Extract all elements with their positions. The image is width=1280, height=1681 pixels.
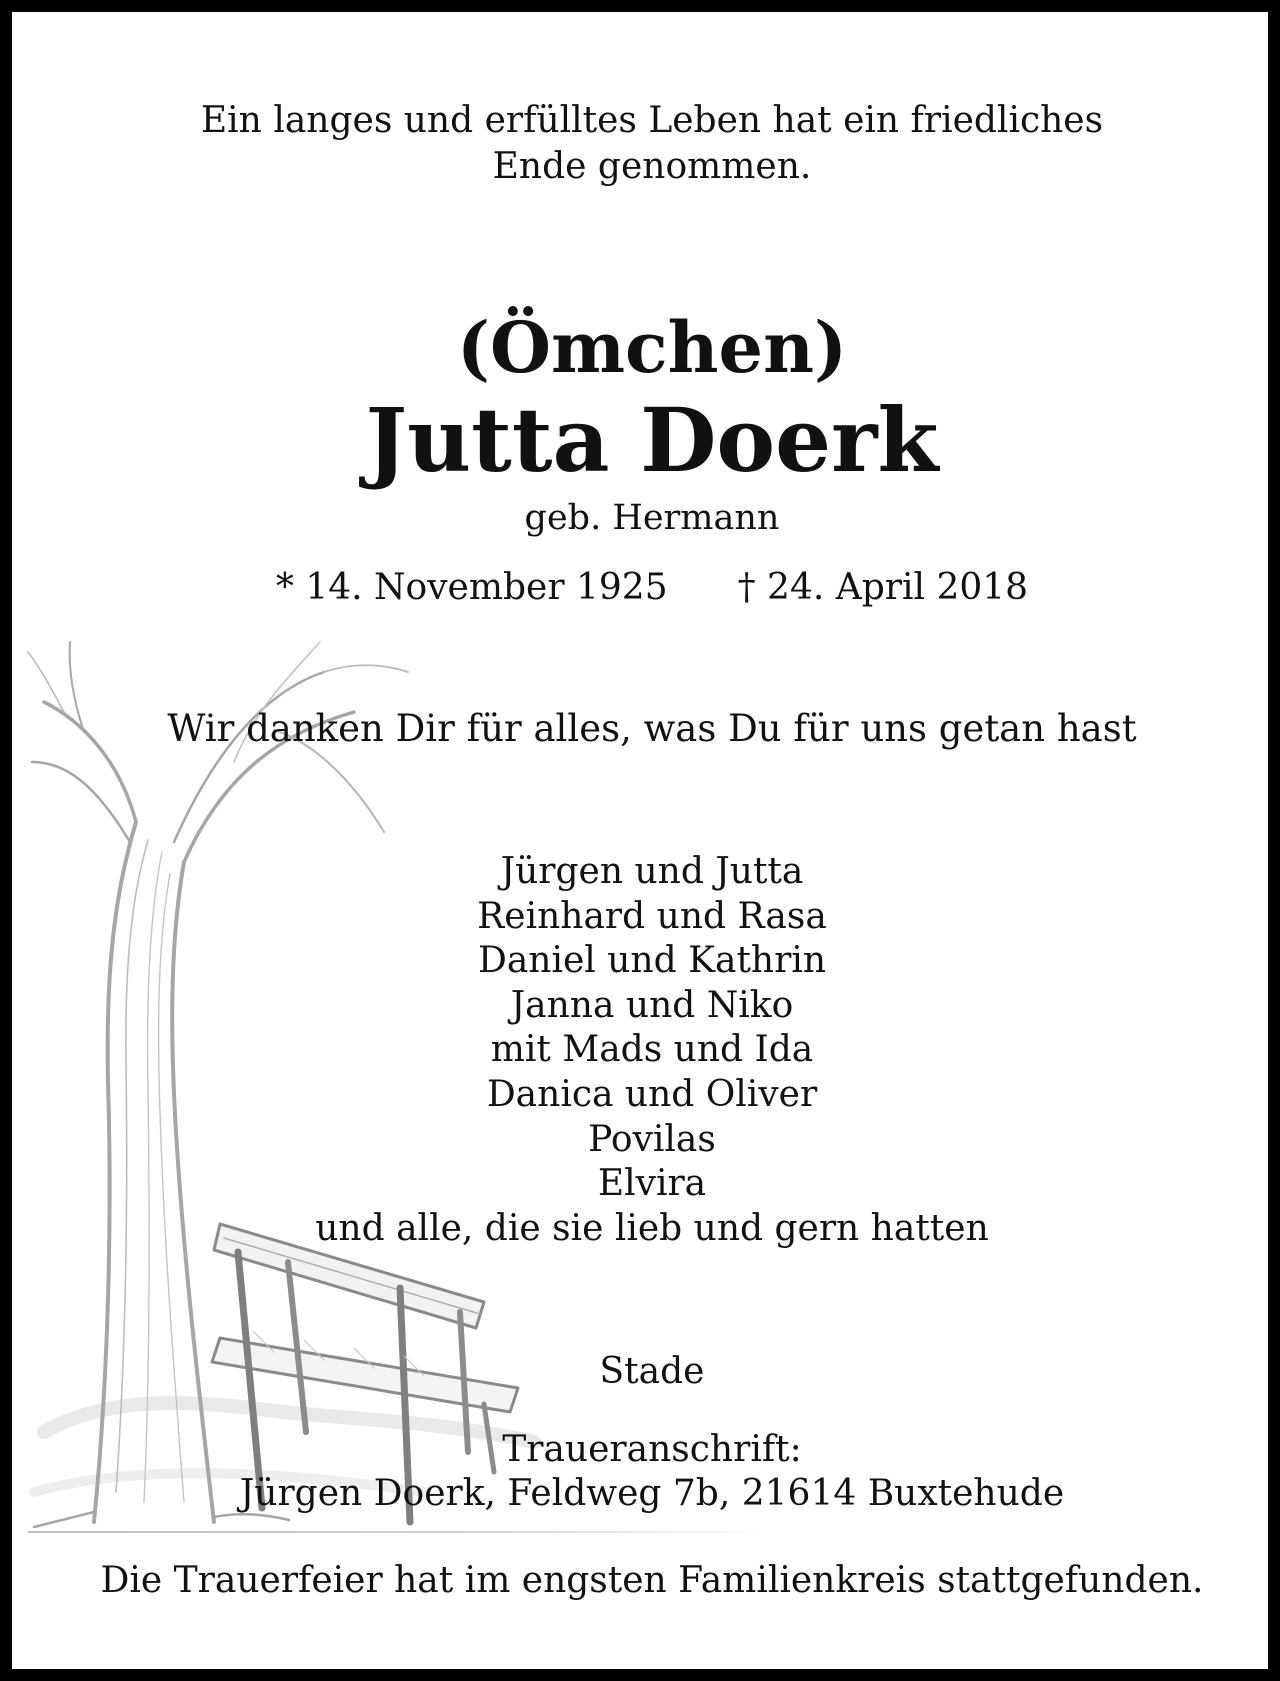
place: Stade — [599, 1351, 705, 1392]
closing-text: Die Trauerfeier hat im engsten Familienkreis stattgefunden. — [100, 1560, 1204, 1601]
divider — [28, 1531, 768, 1533]
mourner-line: Elvira — [597, 1163, 707, 1205]
life-dates — [12, 566, 1280, 610]
mourner-line: Janna und Niko — [510, 984, 794, 1026]
mourner-line: Jürgen und Jutta — [500, 851, 804, 892]
mourner-line: und alle, die sie lieb und gern hatten — [315, 1207, 989, 1249]
thanks-text: Wir danken Dir für alles, was Du für uns getan hast — [167, 707, 1137, 750]
intro-line-2: Ende genommen. — [492, 146, 812, 187]
birth-date: * 14. November 1925 — [275, 567, 668, 608]
intro-text — [12, 98, 1280, 190]
mourner-line: Daniel und Kathrin — [477, 940, 827, 982]
mourning-address: Jürgen Doerk, Feldweg 7b, 21614 Buxtehude — [239, 1473, 1065, 1514]
death-date: † 24. April 2018 — [737, 567, 1029, 608]
mourners-list — [12, 850, 1280, 1251]
deceased-name: Jutta Doerk — [365, 388, 939, 492]
deceased-nickname: (Ömchen) — [456, 306, 848, 389]
birth-name: geb. Hermann — [524, 498, 780, 538]
intro-line-1: Ein langes und erfülltes Leben hat ein friedliches — [200, 100, 1104, 141]
mourner-line: Povilas — [588, 1118, 716, 1160]
mourner-line: Danica und Oliver — [486, 1073, 818, 1115]
mourner-line: Reinhard und Rasa — [477, 895, 827, 937]
address-label: Traueranschrift: — [502, 1429, 802, 1470]
mourner-line: mit Mads und Ida — [490, 1029, 814, 1071]
